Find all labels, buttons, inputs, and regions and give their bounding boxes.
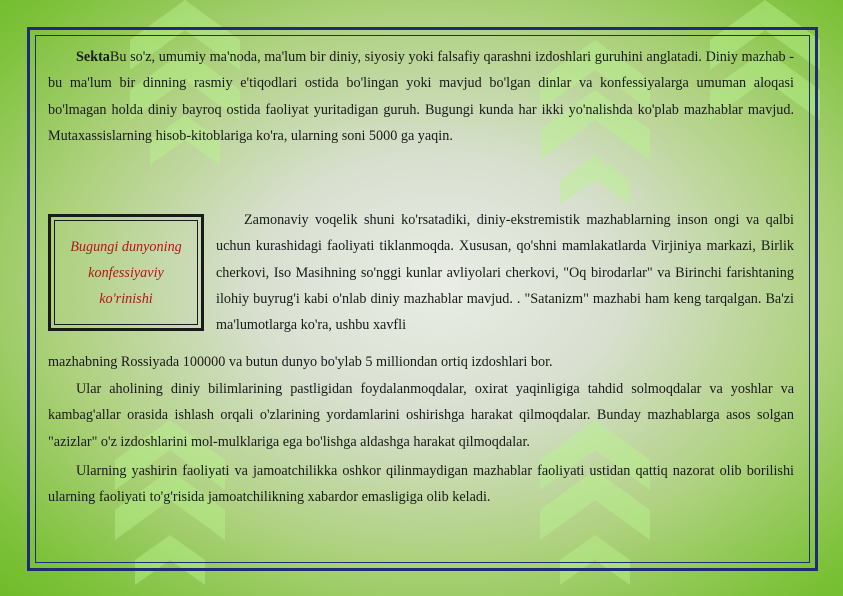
sidebar-title [57,234,195,312]
term-sekta: Sekta [76,49,110,65]
paragraph-sects-beside-box: Zamonaviy voqelik shuni ko'rsatadiki, diniy-ekstremistik mazhablarning inson ongi va qalbi uchun kurashidagi faoliyati tiklanmoqda. Xususan, qo'shni mamlakatlarda Virjiniya markazi, Birlik cherkovi, Iso Masihning so'nggi kunlar avliyolari cherkovi, "Oq birodarlar" va Birinchi farishtaning ilohiy buyrug'i kabi o'nlab diniy mazhablar mavjud. . "Satanizm" mazhabi ham keng tarqalgan. Ba'zi ma'lumotlarga ko'ra, ushbu xavfli [216,212,794,334]
paragraph-intro-text: Bu so'z, umumiy ma'noda, ma'lum bir diniy, siyosiy yoki falsafiy qarashni izdoshlari guruhini anglatadi. Diniy mazhab - bu ma'lum bir dinning rasmiy e'tiqodlari ostida bo'lingan yoki mavjud bo'lgan dinlar va konfessiyalarga umuman aloqasi bo'lmagan holda diniy bayroq ostida faoliyat yuritadigan guruh. Bugungi kunda har ikki yo'nalishda ko'plab mazhablar mavjud. Mutaxassislarning hisob-kitoblariga ko'ra, ularning soni 5000 ga yaqin. [48,49,794,144]
sidebar-line: ko'rinishi [99,290,153,307]
sidebar-box [48,214,204,331]
sidebar-line: Bugungi dunyoning [70,238,182,255]
paragraph-intro [48,44,794,149]
paragraph-sects-continued: mazhabning Rossiyada 100000 va butun dunyo bo'ylab 5 milliondan ortiq izdoshlari bor. [48,354,553,370]
sidebar-line: konfessiyaviy [88,264,164,281]
paragraph-control: Ularning yashirin faoliyati va jamoatchilikka oshkor qilinmaydigan mazhablar faoliyati ustidan qattiq nazorat olib borilishi ularning faoliyati to'g'risida jamoatchilikning xabardor emasligiga olib keladi. [48,463,794,506]
paragraph-methods: Ular aholining diniy bilimlarining pastligidan foydalanmoqdalar, oxirat yaqinligiga tahdid solmoqdalar va yoshlar va kambag'allar orasida ishlash orqali o'zlarining yordamlarini oshirishga harakat qilmoqdalar. Bunday mazhablarga asos solgan "azizlar" o'z izdoshlarini mol-mulklariga ega bo'lishga aldashga harakat qilmoqdalar. [48,381,794,450]
